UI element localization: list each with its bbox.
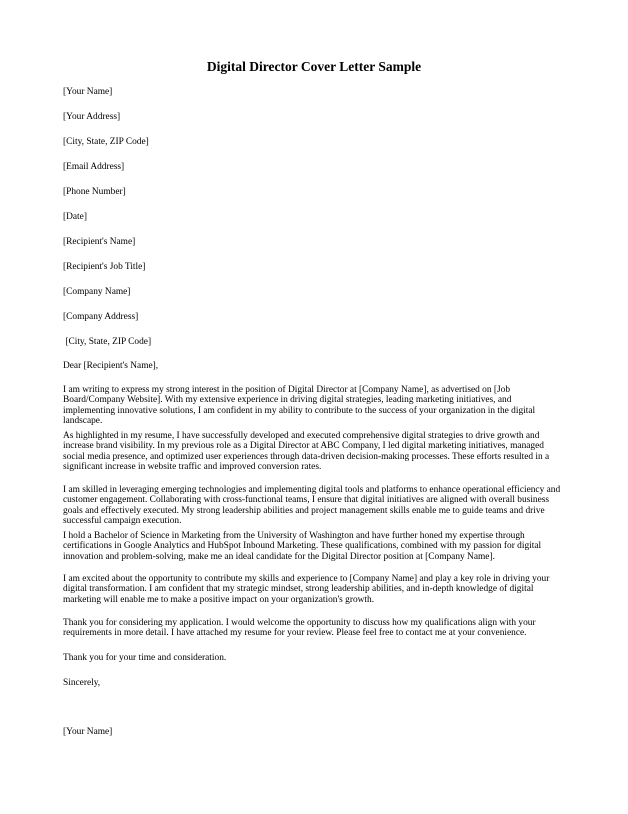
sign-off: Sincerely,: [63, 678, 101, 688]
recipient-name: [Recipient's Name]: [63, 237, 136, 247]
body-paragraph: I hold a Bachelor of Science in Marketing from the University of Washington and have further honed my expertise through certifications in Google Analytics and HubSpot Inbound Marketing. These qualifications, combined with my passion for digital innovation and problem-solving, make me an ideal candidate for the Digital Director position at [Company Name].: [63, 531, 542, 562]
body-paragraph: I am writing to express my strong interest in the position of Digital Director at [Company Name], as advertised on [Job Board/Company Website]. With my extensive experience in driving digital strategies, leading marketing initiatives, and implementing innovative solutions, I am confident in my ability to contribute to the success of your organization in the digital landscape.: [63, 385, 536, 426]
recipient-job-title: [Recipient's Job Title]: [63, 262, 146, 272]
recipient-company: [Company Name]: [63, 287, 131, 297]
sender-phone: [Phone Number]: [63, 187, 126, 197]
closing-thanks: Thank you for your time and consideration.: [63, 653, 227, 663]
sender-city-state-zip: [City, State, ZIP Code]: [63, 137, 149, 147]
sender-address: [Your Address]: [63, 112, 121, 122]
signature-name: [Your Name]: [63, 727, 113, 737]
document-title: Digital Director Cover Letter Sample: [206, 59, 422, 74]
recipient-city-state-zip: [City, State, ZIP Code]: [63, 337, 152, 347]
sender-name: [Your Name]: [63, 87, 113, 97]
body-paragraph: As highlighted in my resume, I have successfully developed and executed comprehensive digital strategies to drive growth and increase brand visibility. In my previous role as a Digital Director at ABC Company, I led digital marketing initiatives, managed social media presence, and optimized user experiences through data-driven decision-making processes. These efforts resulted in a significant increase in website traffic and improved conversion rates.: [63, 431, 550, 472]
letter-date: [Date]: [63, 212, 87, 222]
recipient-company-address: [Company Address]: [63, 312, 139, 322]
body-paragraph: Thank you for considering my application. I would welcome the opportunity to discuss how my qualifications align with your requirements in more detail. I have attached my resume for your review. Please feel free to contact me at your convenience.: [63, 618, 536, 639]
salutation: Dear [Recipient's Name],: [63, 361, 159, 371]
sender-email: [Email Address]: [63, 162, 125, 172]
body-paragraph: I am excited about the opportunity to contribute my skills and experience to [Company Name] and play a key role in driving your digital transformation. I am confident that my strategic mindset, strong leadership abilities, and in-depth knowledge of digital marketing will enable me to make a positive impact on your organization's growth.: [63, 574, 550, 605]
body-paragraph: I am skilled in leveraging emerging technologies and implementing digital tools and platforms to enhance operational efficiency and customer engagement. Collaborating with cross-functional teams, I ensure that digital initiatives are aligned with overall business goals and effectively executed. My strong leadership abilities and project management skills enable me to guide teams and drive successful campaign execution.: [63, 485, 561, 526]
